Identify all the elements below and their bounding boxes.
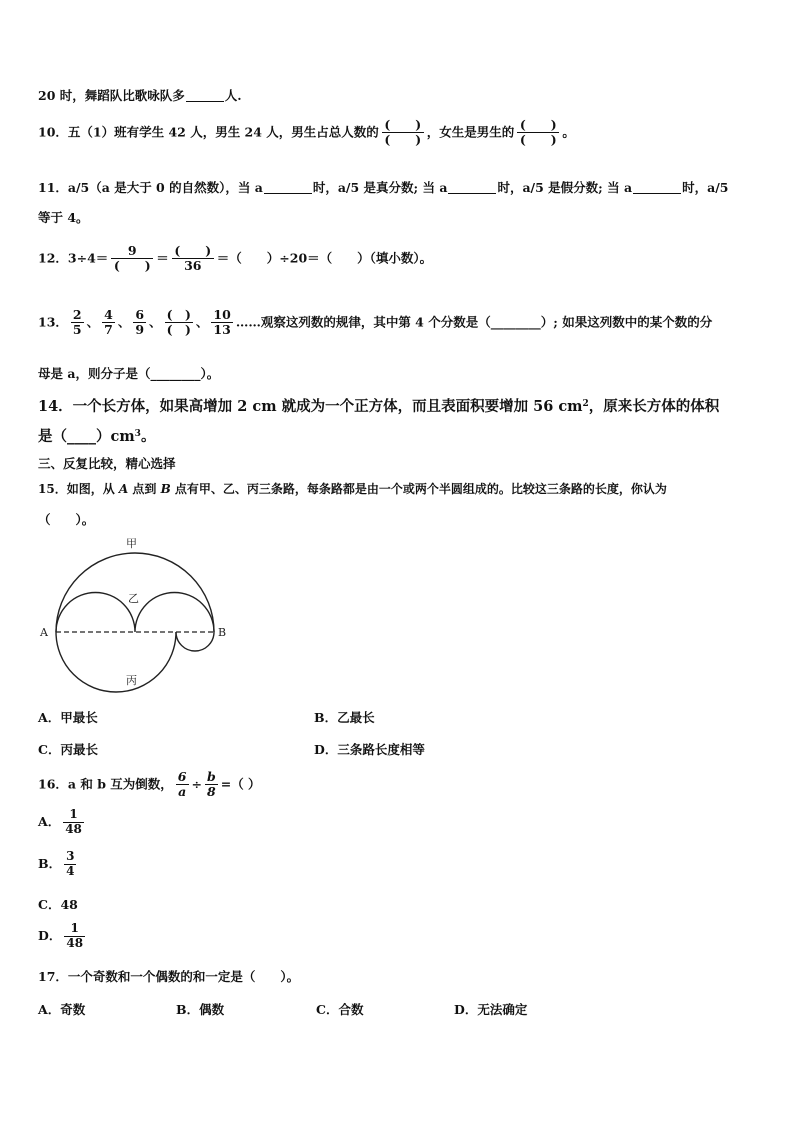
label-bing: 丙 — [126, 674, 137, 687]
q15-option-c[interactable] — [38, 740, 98, 758]
q9-tail — [38, 86, 242, 104]
q16-od-num: 1 — [70, 921, 79, 935]
q15-text-b: 点到 — [128, 482, 161, 496]
q15-option-c-label: C．丙最长 — [38, 742, 98, 757]
q13-f-num: ( ) — [166, 307, 191, 322]
q12-f2-den: 36 — [172, 258, 214, 273]
question-13-line-2 — [38, 364, 219, 382]
q16-option-a[interactable] — [38, 808, 87, 837]
q13-text-line2: 母是 a，则分子是（________）。 — [38, 366, 220, 381]
q10-text-mid: ，女生是男生的 — [426, 124, 515, 140]
q16-text-tail: =（ ） — [220, 776, 261, 792]
q16-operator: ÷ — [191, 776, 202, 792]
q15-text-c: 点有甲、乙、丙三条路，每条路都是由一个或两个半圆组成的。比较这三条路的长度，你认为 — [170, 482, 667, 496]
semicircle-paths-figure — [36, 532, 236, 694]
q13-fraction — [102, 308, 115, 338]
q13-fraction — [133, 308, 146, 338]
q13-f-den: ( ) — [166, 322, 191, 338]
q16-fraction-1 — [176, 770, 189, 800]
q9-text-end: 人. — [224, 88, 242, 103]
question-11-line-2 — [38, 208, 89, 226]
question-16 — [38, 770, 261, 800]
q10-text: 10．五（1）班有学生 42 人，男生 24 人，男生占总人数的 — [38, 124, 379, 140]
path-bing-small — [176, 632, 214, 651]
q14-sup: 2 — [582, 399, 589, 409]
q15-option-a-label: A．甲最长 — [38, 710, 98, 725]
q14-sup-2: 3 — [134, 429, 141, 439]
q10-frac2-num: ( ) — [519, 117, 557, 132]
q16-ob-num: 3 — [66, 849, 75, 863]
q16-option-c-label: C．48 — [38, 897, 78, 912]
q17-option-c-label: C．合数 — [316, 1002, 364, 1017]
q17-option-c[interactable] — [316, 1000, 363, 1018]
path-bing-large — [56, 632, 176, 692]
q15-text-2: （ ）。 — [38, 512, 95, 527]
q16-f2-num: b — [206, 769, 216, 784]
question-15-line-2 — [38, 510, 94, 528]
q13-text-tail: ……观察这列数的规律，其中第 4 个分数是（________）; 如果这列数中的某个数的分 — [235, 314, 713, 330]
q13-fraction — [211, 308, 232, 338]
q10-frac1-num: ( ) — [384, 117, 422, 132]
q12-text-tail: ＝（ ）÷20＝（ ）（填小数）。 — [216, 250, 433, 266]
q16-option-d-label: D． — [38, 927, 62, 943]
q11-text-2: 时，a/5 是真分数; 当 a — [312, 180, 448, 195]
q16-option-d-fraction — [64, 922, 85, 951]
question-13-line-1 — [38, 308, 712, 338]
q16-oa-num: 1 — [69, 807, 78, 821]
q16-option-b-fraction — [64, 850, 76, 879]
q16-option-b[interactable] — [38, 850, 79, 879]
question-15-line-1 — [38, 480, 667, 497]
q12-f2-num: ( ) — [174, 243, 212, 258]
q13-f-den: 5 — [72, 322, 82, 338]
q17-option-a[interactable] — [38, 1000, 85, 1018]
q11-blank-3[interactable] — [633, 181, 681, 194]
q15-option-b-label: B．乙最长 — [314, 710, 375, 725]
q9-text: 20 时，舞蹈队比歌咏队多 — [38, 88, 185, 103]
q16-f1-num: 6 — [177, 769, 187, 784]
q17-option-d[interactable] — [454, 1000, 527, 1018]
q10-fraction-2[interactable] — [517, 118, 559, 148]
question-10 — [38, 118, 575, 148]
section-3-heading — [38, 454, 176, 472]
q14-text-2-end: 。 — [140, 428, 156, 445]
q16-f2-den: 8 — [205, 784, 218, 799]
q16-oa-den: 48 — [65, 821, 82, 836]
q15-point-a: A — [118, 482, 129, 496]
q13-number: 13． — [38, 314, 68, 330]
q10-fraction-1[interactable] — [382, 118, 424, 148]
q13-f-num: 10 — [213, 307, 231, 322]
q16-fraction-2 — [205, 770, 218, 800]
q12-f1-num: 9 — [127, 243, 137, 258]
q13-fraction — [71, 308, 84, 338]
q11-text-1: 11．a/5（a 是大于 0 的自然数），当 a — [38, 180, 263, 195]
q13-f-num: 6 — [135, 307, 145, 322]
q13-sep: 、 — [195, 314, 209, 330]
q13-f-den: 13 — [213, 322, 231, 338]
label-jia: 甲 — [126, 537, 137, 550]
q11-text-4: 时，a/5 — [682, 180, 729, 195]
q14-text-1: 14．一个长方体，如果高增加 2 cm 就成为一个正方体，而且表面积要增加 56 cm — [38, 398, 583, 415]
q12-text: 12．3÷4＝ — [38, 250, 109, 266]
q16-option-b-label: B． — [38, 855, 62, 871]
q11-blank-1[interactable] — [264, 181, 312, 194]
q11-blank-2[interactable] — [448, 181, 496, 194]
q16-text: 16．a 和 b 互为倒数， — [38, 776, 173, 792]
q16-ob-den: 4 — [66, 863, 75, 878]
q15-option-d[interactable] — [314, 740, 425, 758]
q15-option-d-label: D．三条路长度相等 — [314, 742, 425, 757]
q14-text-1-end: ，原来长方体的体积 — [588, 398, 720, 415]
q16-option-a-label: A． — [38, 813, 61, 829]
label-point-b: B — [218, 626, 227, 639]
q13-fraction-blank[interactable] — [165, 308, 193, 338]
question-14-line-1 — [38, 395, 719, 416]
q15-point-b: B — [160, 482, 171, 496]
q13-f-num: 2 — [72, 307, 82, 322]
q15-option-b[interactable] — [314, 708, 375, 726]
q10-text-end: 。 — [562, 124, 575, 140]
q13-sep: 、 — [117, 314, 131, 330]
q13-f-den: 9 — [135, 322, 145, 338]
q12-eq: ＝ — [156, 250, 169, 266]
q15-option-a[interactable] — [38, 708, 98, 726]
q17-option-b-label: B．偶数 — [176, 1002, 225, 1017]
q17-text: 17．一个奇数和一个偶数的和一定是（ ）。 — [38, 969, 300, 984]
section-3-title: 三、反复比较，精心选择 — [38, 456, 176, 471]
q17-option-a-label: A．奇数 — [38, 1002, 86, 1017]
q11-text-5: 等于 4。 — [38, 210, 89, 225]
q16-option-d[interactable] — [38, 922, 88, 951]
q16-od-den: 48 — [66, 935, 84, 950]
label-yi: 乙 — [128, 592, 139, 605]
q13-f-num: 4 — [104, 307, 113, 322]
label-point-a: A — [40, 626, 48, 639]
question-14-line-2 — [38, 425, 155, 446]
q16-option-c[interactable] — [38, 895, 78, 913]
q12-f1-den: ( ) — [111, 258, 153, 273]
q14-text-2: 是（____）cm — [38, 428, 135, 445]
q12-fraction-1[interactable] — [111, 244, 153, 274]
q12-fraction-2[interactable] — [172, 244, 214, 274]
q17-option-d-label: D．无法确定 — [454, 1002, 528, 1017]
q16-option-a-fraction — [63, 808, 84, 837]
q16-f1-den: a — [176, 784, 189, 799]
q17-option-b[interactable] — [176, 1000, 224, 1018]
question-12 — [38, 244, 432, 274]
q10-frac2-den: ( ) — [517, 132, 559, 147]
q10-frac1-den: ( ) — [382, 132, 424, 147]
q9-blank[interactable] — [186, 89, 224, 102]
q13-sep: 、 — [86, 314, 100, 330]
q13-f-den: 7 — [104, 322, 113, 338]
q11-text-3: 时，a/5 是假分数; 当 a — [497, 180, 633, 195]
q13-sep: 、 — [149, 314, 162, 330]
question-17 — [38, 967, 299, 985]
question-11-line-1 — [38, 178, 728, 196]
q15-text-a: 15．如图，从 — [38, 482, 119, 496]
